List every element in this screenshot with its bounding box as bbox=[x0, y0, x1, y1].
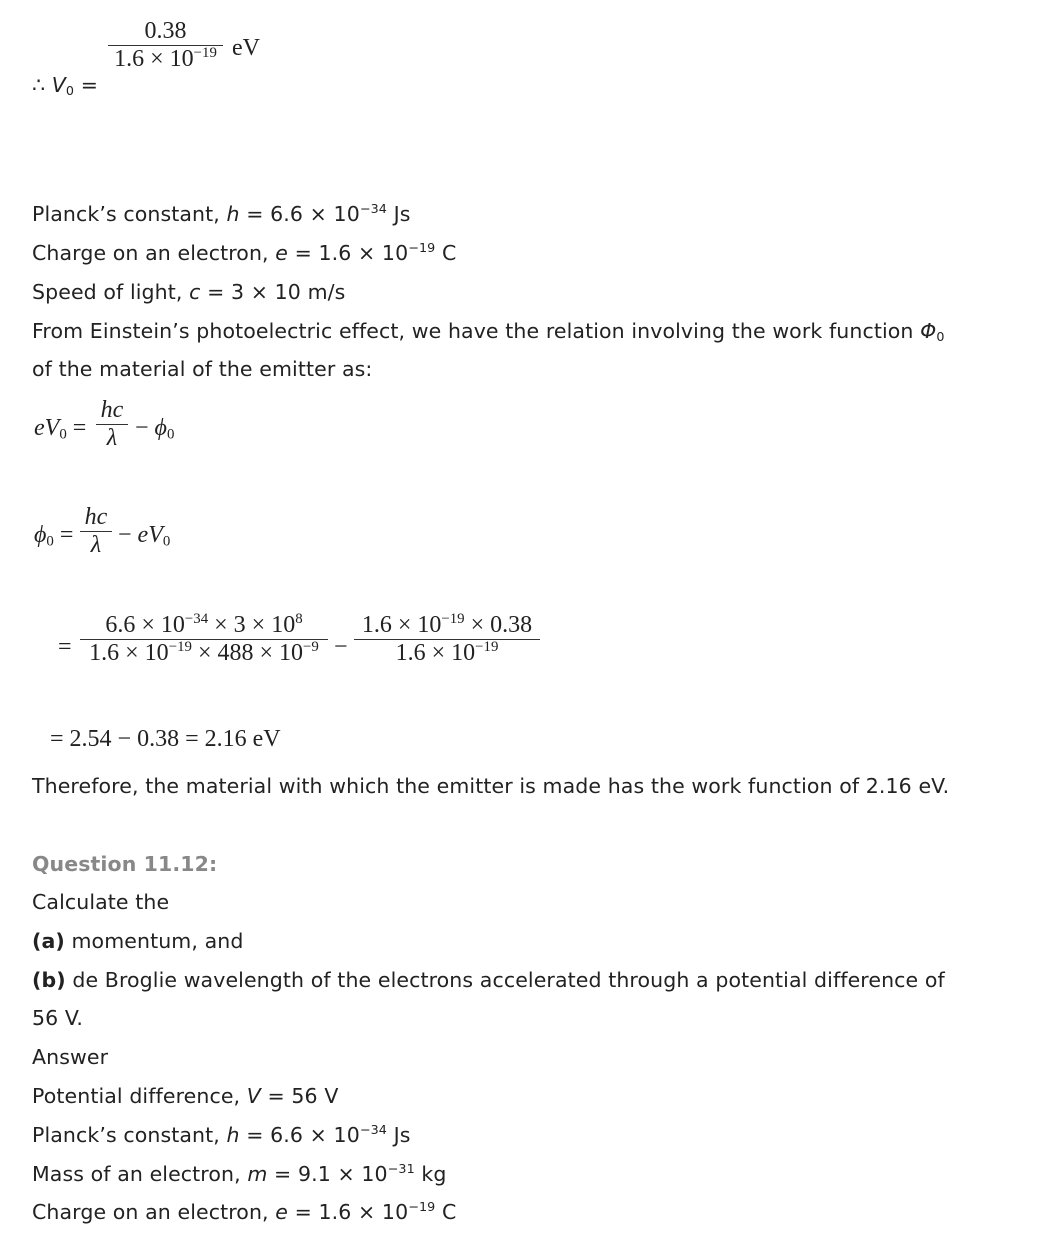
speed-of-light-line: Speed of light, c = 3 × 10 m/s bbox=[32, 280, 346, 304]
eq3-f2-numerator: $1.6 \times 10^{-19} \times 0.38$ bbox=[361, 610, 533, 638]
eq3-f1-denominator: $1.6 \times 10^{-19} \times 488 \times 10^{-9}$ bbox=[89, 638, 319, 666]
v0-unit: eV bbox=[232, 35, 260, 61]
therefore-v0-lhs: ∴ $V_0$ = bbox=[32, 73, 98, 99]
v0-fraction bbox=[108, 18, 223, 73]
v0-numerator: 0.38 bbox=[144, 18, 187, 44]
eq3-equals: = bbox=[58, 634, 72, 660]
eq2-lhs: $\phi_0$ = bbox=[34, 522, 74, 550]
eq3-fraction-2 bbox=[354, 612, 540, 667]
question-part-b-cont: 56 V. bbox=[32, 1006, 83, 1030]
conclusion-text: Therefore, the material with which the emitter is made has the work function of 2.16 eV. bbox=[32, 774, 950, 798]
eq2-fraction: hc λ bbox=[80, 504, 112, 559]
eq3-f2-denominator: $1.6 \times 10^{-19}$ bbox=[395, 638, 499, 666]
question-part-b: (b) de Broglie wavelength of the electrons accelerated through a potential difference of bbox=[32, 968, 945, 992]
v0-denominator: $1.6 \times 10^{-19}$ bbox=[114, 44, 217, 72]
question-line-1: Calculate the bbox=[32, 890, 170, 914]
answer-charge-line: Charge on an electron, $e = 1.6 \times 10^{-19}$ C bbox=[32, 1199, 457, 1224]
eq2-rhs: − $eV_0$ bbox=[118, 522, 171, 550]
einstein-relation-line-2: of the material of the emitter as: bbox=[32, 357, 373, 381]
eq1-fraction: hc λ bbox=[96, 397, 128, 452]
question-part-a: (a) momentum, and bbox=[32, 929, 244, 953]
eq4-result: = 2.54 − 0.38 = 2.16 eV bbox=[50, 726, 281, 752]
answer-planck-line: Planck’s constant, $h = 6.6 \times 10^{-34}$ Js bbox=[32, 1122, 411, 1147]
potential-difference-line: Potential difference, V = 56 V bbox=[32, 1084, 339, 1108]
electron-charge-line: Charge on an electron, $e = 1.6 \times 10^{-19}$ C bbox=[32, 240, 457, 265]
eq1-lhs: $eV_0$ = bbox=[34, 415, 87, 443]
eq1-rhs: − $\phi_0$ bbox=[135, 415, 175, 443]
electron-mass-line: Mass of an electron, $m = 9.1 \times 10^{-31}$ kg bbox=[32, 1161, 447, 1186]
eq3-minus: − bbox=[334, 634, 348, 660]
eq3-fraction-1 bbox=[80, 612, 328, 667]
planck-constant-line: Planck’s constant, $h = 6.6 \times 10^{-34}$ Js bbox=[32, 201, 411, 226]
question-heading: Question 11.12: bbox=[32, 852, 218, 876]
eq3-f1-numerator: $6.6 \times 10^{-34} \times 3 \times 10^8$ bbox=[105, 610, 303, 638]
einstein-relation-line: From Einstein’s photoelectric effect, we have the relation involving the work function $\Phi_0$ bbox=[32, 319, 945, 345]
answer-label: Answer bbox=[32, 1045, 109, 1069]
